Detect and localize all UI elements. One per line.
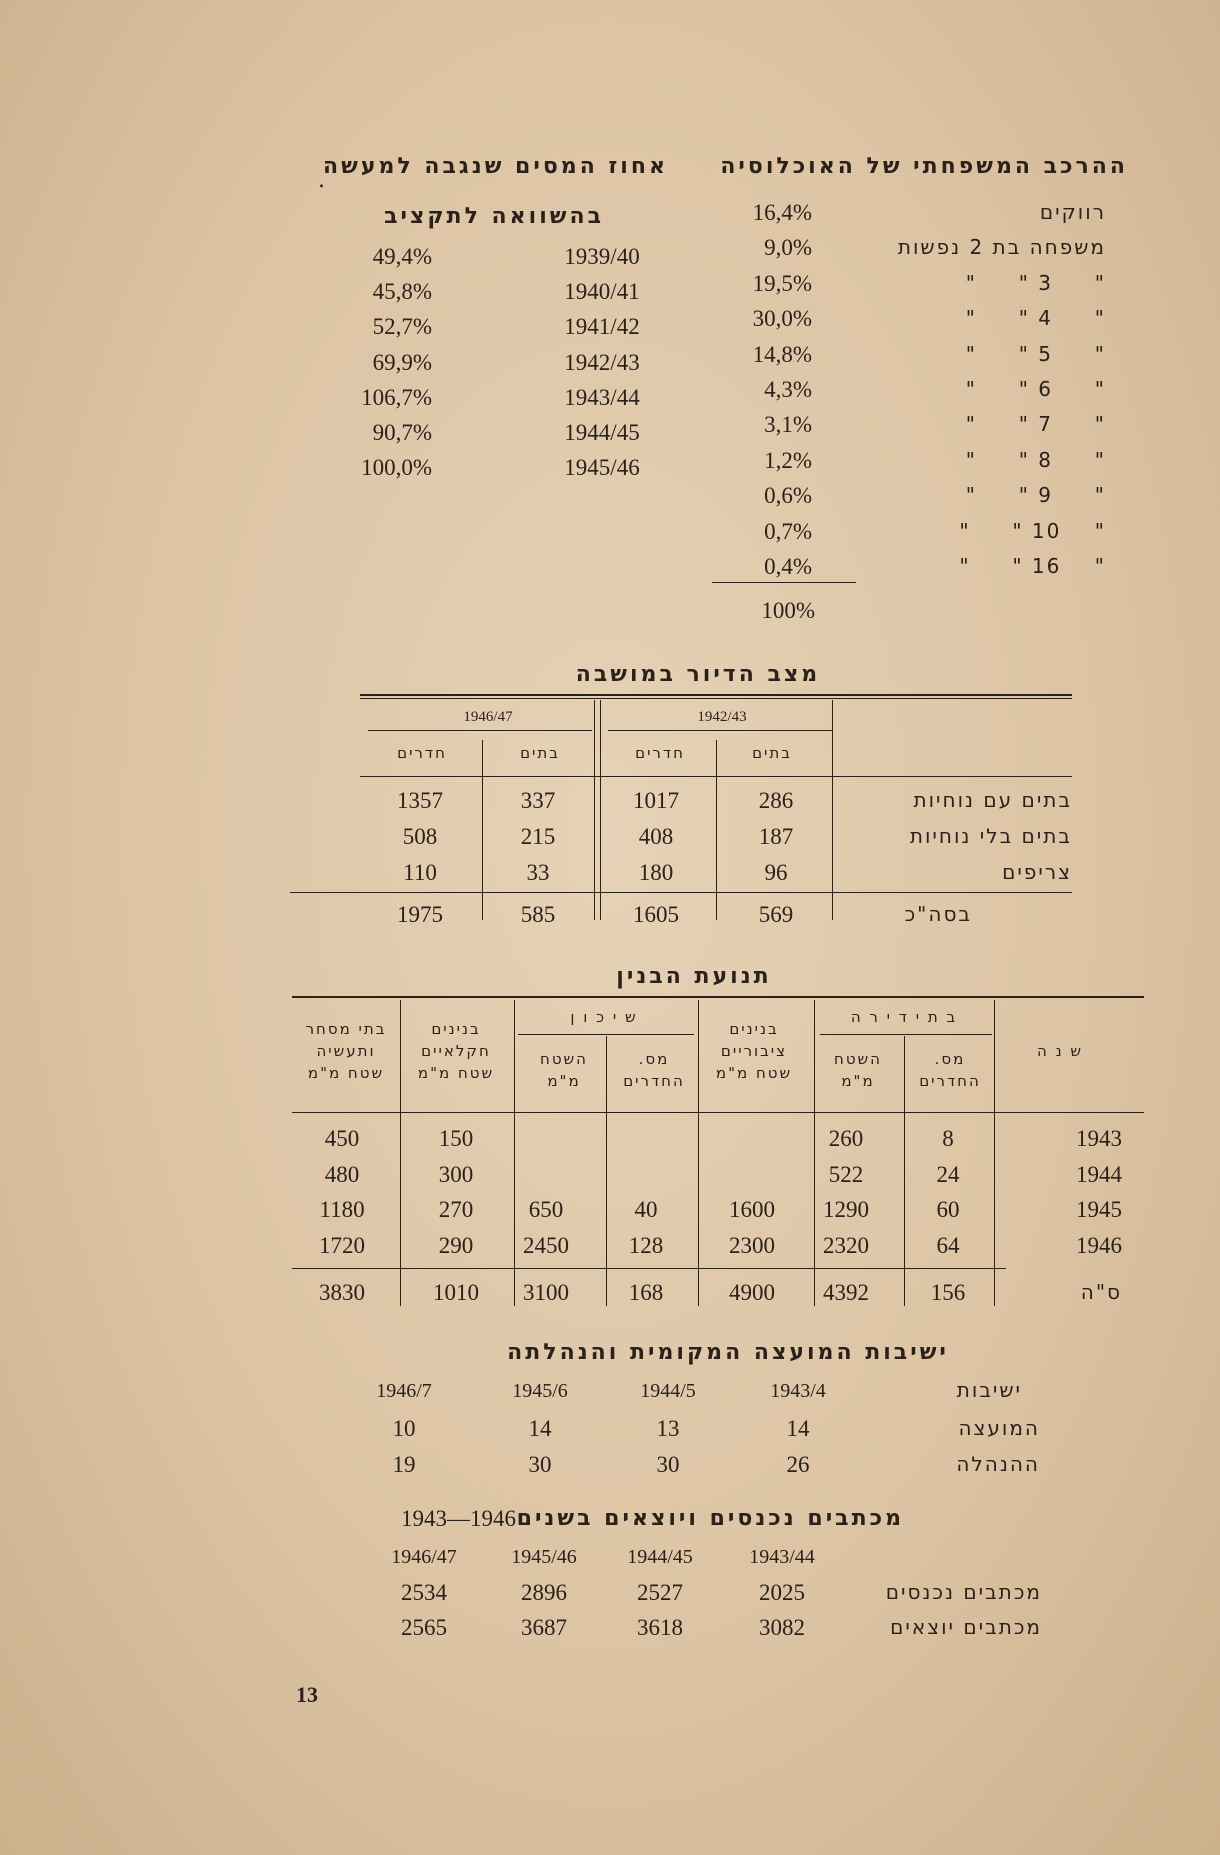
family-row-label: " 10 " " [959,518,1106,543]
housing-row-label: בתים בלי נוחיות [909,824,1072,848]
housing-cell: 337 [520,788,556,813]
building-h-dwell-area: השטח מ"מ [834,1050,882,1090]
housing-vline [716,740,717,920]
building-vline [698,1000,699,1306]
housing-col-b-rooms: חדרים [397,744,447,762]
tax-row-pct: 49,4% [372,244,432,269]
building-total-cell: 156 [930,1280,966,1305]
housing-total-cell: 585 [520,902,556,927]
family-row-pct: 1,2% [764,447,812,473]
housing-vline [832,700,833,920]
building-cell: 2450 [523,1232,569,1258]
building-title: תנועת הבנין [616,964,772,989]
meetings-cell: 10 [392,1416,416,1441]
tax-row-pct: 69,9% [372,349,432,375]
building-h-shikun-rooms: מס. החדרים [623,1050,685,1090]
page-number: 13 [296,1682,318,1707]
family-row-label: " 5 " " [965,341,1106,366]
building-h-public: בנינים ציבוריים שטח מ"מ [715,1020,793,1082]
letters-title-years: 1943—1946 [401,1506,516,1531]
family-row-label: " 4 " " [965,306,1106,331]
family-row-label: " 6 " " [965,377,1106,401]
housing-cell: 187 [758,824,794,849]
building-cell: 1180 [319,1197,365,1222]
building-h-dwell-rooms: מס. החדרים [919,1050,981,1090]
building-total-cell: 3100 [523,1280,569,1305]
family-row-label: " 8 " " [965,447,1106,472]
housing-cell: 1357 [397,788,443,813]
building-cell: 290 [438,1232,474,1258]
housing-cell: 215 [520,824,556,849]
housing-vline [600,700,601,920]
family-row-pct: 14,8% [752,341,812,367]
housing-cell: 1017 [633,788,679,813]
housing-period-b-rule [368,730,592,731]
meetings-cell: 14 [786,1416,810,1441]
meetings-row-label: המועצה [958,1416,1040,1440]
building-vline [606,1036,607,1306]
letters-year-header: 1944/45 [627,1546,693,1568]
tax-subtitle: בהשוואה לתקציב [384,204,604,229]
letters-year-header: 1943/44 [749,1546,815,1568]
building-cell: 2300 [729,1232,775,1258]
housing-cell: 180 [638,860,674,885]
family-row-pct: 3,1% [764,412,812,438]
building-h-dwell: ב ת י ד י ר ה [850,1008,958,1026]
building-cell: 128 [628,1232,664,1258]
family-row-label: " 3 " " [965,270,1106,295]
tax-row-year: 1942/43 [564,349,640,375]
building-vline [514,1000,515,1306]
building-cell: 1290 [823,1197,869,1222]
tax-row-pct: 100,0% [361,455,432,481]
tax-row-year: 1944/45 [564,420,640,445]
tax-row-year: 1939/40 [564,244,640,269]
housing-period-b: 1946/47 [463,709,513,725]
building-top-rule [292,996,1144,998]
meetings-cell: 13 [656,1416,680,1441]
housing-col-a-houses: בתים [752,744,792,762]
building-row-year: 1945 [1076,1197,1122,1222]
building-total-cell: 1010 [433,1280,479,1305]
family-sum-rule [712,582,856,583]
family-row-pct: 0,4% [764,554,812,579]
meetings-row-label: ההנהלה [956,1452,1040,1476]
building-cell: 270 [438,1197,474,1222]
building-dwell-rule [820,1034,992,1035]
housing-period-a-rule [608,730,832,731]
building-total-cell: 4392 [823,1280,869,1305]
housing-total-rule [290,892,1072,893]
building-cell: 522 [828,1161,864,1187]
housing-row-label: צריפים [1002,860,1072,884]
tax-row-pct: 52,7% [372,314,432,340]
building-cell: 24 [936,1161,960,1187]
meetings-title: ישיבות המועצה המקומית והנהלתה [507,1340,949,1365]
meetings-year-header: 1945/6 [512,1380,568,1402]
building-cell: 1720 [319,1232,365,1258]
meetings-year-header: 1943/4 [770,1380,826,1402]
family-row-label: " 7 " " [965,412,1106,437]
building-cell: 64 [936,1232,960,1258]
family-row-label: רווקים [1039,200,1106,224]
meetings-cell: 30 [528,1452,552,1477]
meetings-cell: 30 [656,1452,680,1477]
building-h-shikun: ש י כ ו ן [570,1008,638,1026]
building-cell: 60 [936,1197,960,1222]
meetings-head-label: ישיבות [956,1378,1022,1402]
building-cell: 300 [438,1161,474,1187]
tax-row-year: 1941/42 [564,314,640,340]
family-row-label: " 9 " " [965,483,1106,508]
housing-col-a-rooms: חדרים [635,744,685,762]
tax-row-pct: 45,8% [372,279,432,305]
family-row-pct: 30,0% [752,306,812,332]
letters-title: מכתבים נכנסים ויוצאים בשנים [516,1506,904,1531]
building-h-year: ש נ ה [1037,1042,1083,1060]
letters-year-header: 1946/47 [391,1546,457,1568]
tax-row-year: 1943/44 [564,384,640,410]
letters-cell: 3082 [759,1615,805,1640]
family-row-pct: 16,4% [752,200,812,225]
building-cell: 450 [324,1126,360,1151]
tax-row-year: 1940/41 [564,279,640,305]
meetings-cell: 14 [528,1416,552,1441]
letters-cell: 2534 [401,1580,447,1605]
meetings-cell: 26 [786,1452,810,1477]
building-h-commerce: בתי מסחר ותעשיה שטח מ"מ [305,1020,387,1082]
housing-row-label: בתים עם נוחיות [913,788,1072,812]
building-header-rule [292,1112,1144,1113]
building-vline [400,1000,401,1306]
tax-row-pct: 106,7% [361,384,432,410]
letters-row-label: מכתבים נכנסים [885,1580,1042,1604]
housing-total-label: בסה"כ [904,902,972,926]
housing-total-cell: 1605 [633,902,679,927]
building-row-year: 1943 [1076,1126,1122,1151]
building-h-agri: בנינים חקלאיים שטח מ"מ [417,1020,495,1082]
housing-cell: 110 [403,860,437,885]
letters-cell: 3618 [637,1615,683,1640]
housing-cell: 33 [526,860,550,885]
housing-period-a: 1942/43 [697,709,747,725]
building-shikun-rule [518,1034,694,1035]
housing-title: מצב הדיור במושבה [575,662,821,687]
building-total-cell: 168 [628,1280,664,1305]
building-row-year: 1946 [1076,1232,1122,1258]
family-title: ההרכב המשפחתי של האוכלוסיה [720,154,1128,179]
meetings-year-header: 1944/5 [640,1380,696,1402]
building-total-cell: 4900 [729,1280,775,1305]
housing-cell: 96 [764,860,788,885]
housing-cell: 508 [402,824,438,849]
building-cell: 480 [324,1161,360,1187]
building-total-cell: 3830 [319,1280,365,1305]
meetings-year-header: 1946/7 [376,1380,432,1402]
housing-total-cell: 1975 [397,902,443,927]
letters-cell: 2025 [759,1580,805,1605]
building-total-label: ס"ה [1080,1280,1122,1304]
letters-cell: 2527 [637,1580,683,1605]
building-cell: 1600 [729,1197,775,1222]
building-cell: 150 [438,1126,474,1151]
family-row-label: משפחה בת 2 נפשות [897,235,1106,260]
building-total-rule [292,1268,1006,1269]
housing-total-cell: 569 [758,902,794,927]
building-cell: 2320 [823,1232,869,1258]
building-cell: 8 [942,1126,954,1151]
housing-cell: 286 [758,788,794,813]
building-vline [904,1036,905,1306]
family-total: 100% [761,598,815,623]
letters-cell: 3687 [521,1615,567,1640]
housing-vline [594,700,595,920]
family-row-pct: 19,5% [752,270,812,296]
family-row-pct: 0,6% [764,483,812,509]
tax-title: אחוז המסים שנגבה למעשה [323,154,668,179]
tax-row-pct: 90,7% [372,420,432,445]
housing-cell: 408 [638,824,674,849]
letters-row-label: מכתבים יוצאים [890,1615,1042,1639]
letters-cell: 2896 [521,1580,567,1605]
family-row-pct: 4,3% [764,377,812,402]
building-h-shikun-area: השטח מ"מ [540,1050,588,1090]
housing-top-rule-2 [360,698,1072,699]
letters-cell: 2565 [401,1615,447,1640]
family-row-pct: 0,7% [764,518,812,544]
title-dot: . [318,168,325,193]
housing-top-rule [360,694,1072,696]
housing-col-b-houses: בתים [520,744,560,762]
housing-vline [482,740,483,920]
building-cell: 650 [528,1197,564,1222]
family-row-label: " 16 " " [959,554,1106,578]
meetings-cell: 19 [392,1452,416,1477]
family-row-pct: 9,0% [764,235,812,261]
tax-row-year: 1945/46 [564,455,640,481]
building-vline [994,1000,995,1306]
building-vline [814,1000,815,1306]
building-cell: 40 [634,1197,658,1222]
building-cell: 260 [828,1126,864,1151]
letters-year-header: 1945/46 [511,1546,577,1568]
building-row-year: 1944 [1076,1161,1122,1187]
